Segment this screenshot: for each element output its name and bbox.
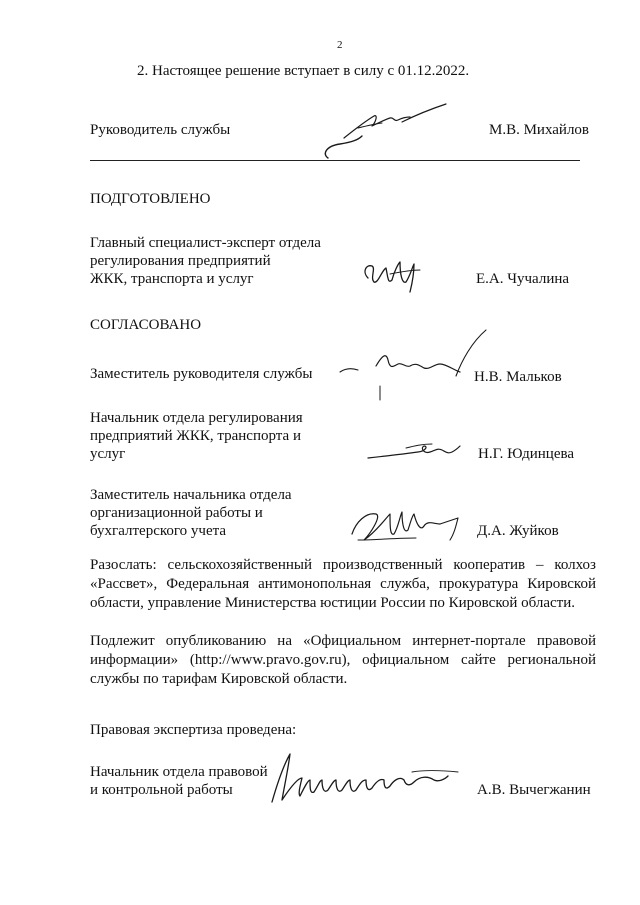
agreed-person-1-signature (336, 326, 496, 404)
legal-review-name: А.В. Вычегжанин (477, 782, 591, 798)
agreed-person-2-position-line-1: Начальник отдела регулирования (90, 410, 303, 426)
agreed-person-2-name: Н.Г. Юдинцева (478, 446, 575, 462)
agreed-person-1-position: Заместитель руководителя службы (90, 366, 313, 382)
effective-date-clause: 2. Настоящее решение вступает в силу с 01.12.2022. (137, 63, 470, 79)
publication-note: Подлежит опубликованию на «Официальном интернет-портале правовой информации» (http://www.pravo.gov.ru), официальном сайте региональной службы по тарифам Кировской области. (90, 633, 596, 687)
prepared-name: Е.А. Чучалина (476, 271, 570, 287)
agreed-heading: СОГЛАСОВАНО (90, 317, 202, 333)
prepared-position-line-1: Главный специалист-эксперт отдела (90, 235, 321, 251)
legal-review-statement: Правовая экспертиза проведена: (90, 722, 297, 738)
legal-review-position-line-2: и контрольной работы (90, 782, 233, 798)
agreed-person-2-signature (366, 438, 462, 466)
agreed-person-2-position-line-2: предприятий ЖКК, транспорта и (90, 428, 301, 444)
agreed-person-3-name: Д.А. Жуйков (477, 523, 559, 539)
agreed-person-3-position-line-2: организационной работы и (90, 505, 263, 521)
distribution-list: Разослать: сельскохозяйственный производственный кооператив – колхоз «Рассвет», Федеральная антимонопольная служба, прокуратура Кировской области, управление Министерства юстиции России по Кировской области. (90, 557, 596, 611)
agreed-person-3-signature (346, 504, 466, 546)
legal-review-signature (262, 748, 472, 808)
prepared-position-line-3: ЖКК, транспорта и услуг (90, 271, 254, 287)
agreed-person-3-position-line-1: Заместитель начальника отдела (90, 487, 292, 503)
horizontal-rule (90, 160, 580, 161)
legal-review-position-line-1: Начальник отдела правовой (90, 764, 268, 780)
prepared-position-line-2: регулирования предприятий (90, 253, 271, 269)
agreed-person-3-position-line-3: бухгалтерского учета (90, 523, 227, 539)
page-number: 2 (337, 39, 343, 51)
prepared-heading: ПОДГОТОВЛЕНО (90, 191, 211, 207)
head-position: Руководитель службы (90, 122, 231, 138)
prepared-signature (360, 258, 426, 296)
agreed-person-1-name: Н.В. Мальков (474, 369, 562, 385)
agreed-person-2-position-line-3: услуг (90, 446, 126, 462)
head-name: М.В. Михайлов (489, 122, 590, 138)
head-signature (318, 100, 468, 164)
